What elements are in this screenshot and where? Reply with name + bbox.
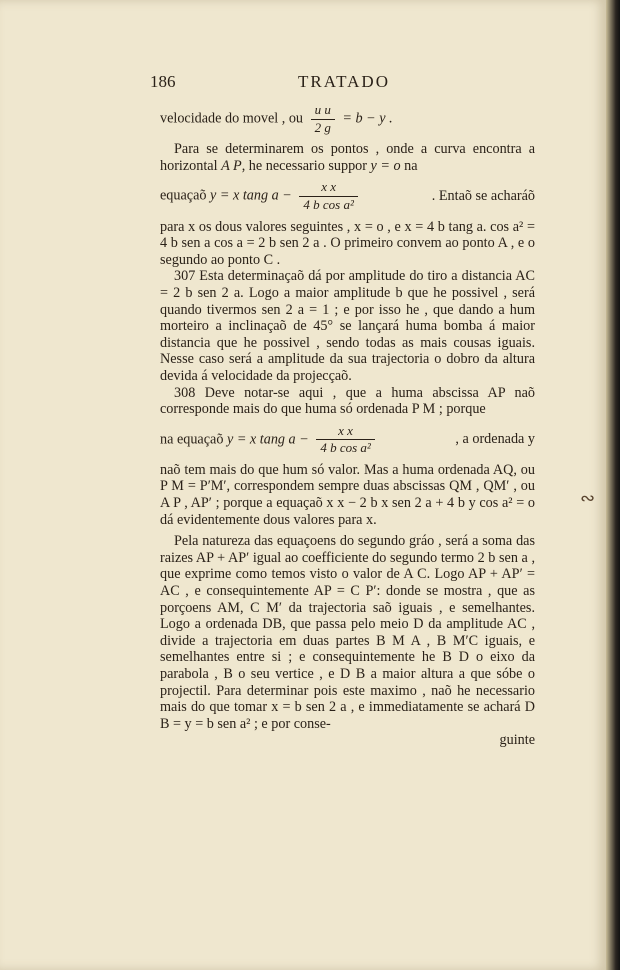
math-expression: A P: [221, 157, 242, 174]
math-expression: y = o: [370, 157, 401, 174]
paragraph-intersections: [160, 141, 535, 174]
running-title: TRATADO: [298, 72, 390, 91]
page-header: [150, 72, 450, 94]
paragraph-roots: para x os dous valores seguintes , x = o , e x = 4 b tang a. cos a² = 4 b sen a cos a = 2 b sen 2 a . O primeiro convem ao ponto A , e o segundo ao ponto C .: [160, 218, 535, 268]
fraction-denominator: 4 b cos a²: [299, 196, 357, 214]
equation-line-2: [160, 423, 535, 457]
math-expression: y = x tang a −: [226, 431, 309, 448]
fraction-xx-4bcosa2-2: [316, 423, 374, 457]
paragraph-roots-sum: Pela natureza das equaçoens do segundo gráo , será a soma das raizes AP + AP′ igual ao coefficiente do segundo termo 2 b sen a , que exprime como temos visto o valor de A C. Logo AP + AP′ = AC , e consequintemente AP = C P′: donde se mostra , que as porçoens AM, C M′ da trajectoria saõ iguais , e semelhantes. Logo a ordenada DB, que passa pelo meio D da amplitude AC , divide a trajectoria em duas partes B M A , B M′C iguais, e semelhantes entre si ; e consequintemente he B D o eixo da parabola , B o seu vertice , e D B a maior altura a que sóbe o projectil. Para determinar pois este maximo , naõ he necessario mais do que tomar x = b sen 2 a , e immediatamente se achará D B = y = b sen a² ; e por conse-: [160, 533, 535, 732]
math-expression: y = x tang a −: [210, 187, 292, 204]
book-gutter-edge: [606, 0, 620, 970]
equation-line-1: [160, 179, 535, 213]
fraction-xx-4bcosa2: [299, 179, 357, 213]
body-text: [160, 102, 535, 749]
text-fragment: na equaçaõ: [160, 431, 224, 448]
page-number: 186: [150, 72, 176, 91]
line-velocity: [160, 102, 535, 136]
text-fragment: . Entaõ se acharáõ: [431, 188, 535, 205]
catchword: guinte: [499, 732, 535, 749]
fraction-numerator: u u: [314, 102, 331, 117]
fraction-numerator: x x: [321, 179, 337, 195]
paragraph-ordinate: naõ tem mais do que hum só valor. Mas a huma ordenada AQ, ou P M = P′M′, correspondem sempre duas abscissas QM , QM′ , ou A P , AP′ ; porque a equaçaõ x x − 2 b x sen 2 a + 4 b y cos a² = o dá evidentemente dous valores para x.: [160, 461, 535, 528]
math-expression: = b − y .: [342, 110, 393, 127]
fraction-denominator: 4 b cos a²: [316, 439, 374, 457]
text-fragment: na: [404, 157, 418, 174]
text-fragment: , a ordenada y: [455, 431, 535, 448]
paragraph-307: 307 Esta determinaçaõ dá por amplitude do tiro a distancia AC = 2 b sen 2 a. Logo a maior amplitude b que he possivel , será quando tivermos sen 2 a = 1 ; e por isso he , que dando a hum morteiro a inclinaçaõ de 45° se lançará huma bomba á maior distancia que he possivel , sendo todas as mais cousas iguais. Nesse caso será a amplitude da sua trajectoria o dobro da altura devida á velocidade da projecçaõ.: [160, 268, 535, 384]
text-fragment: velocidade do movel , ou: [160, 110, 304, 127]
fraction-denominator: 2 g: [311, 119, 335, 137]
fraction-uu-2g: [311, 102, 335, 136]
paragraph-308: 308 Deve notar-se aqui , que a huma abscissa AP naõ corresponde mais do que huma só ordenada P M ; porque: [160, 384, 535, 418]
text-fragment: , he necessario suppor: [241, 157, 367, 174]
margin-mark-icon: ∾: [580, 488, 596, 508]
text-fragment: Para se determinarem os pontos , onde a curva encontra a horizontal: [160, 141, 535, 174]
text-fragment: equaçaõ: [160, 187, 207, 204]
fraction-numerator: x x: [338, 422, 353, 438]
